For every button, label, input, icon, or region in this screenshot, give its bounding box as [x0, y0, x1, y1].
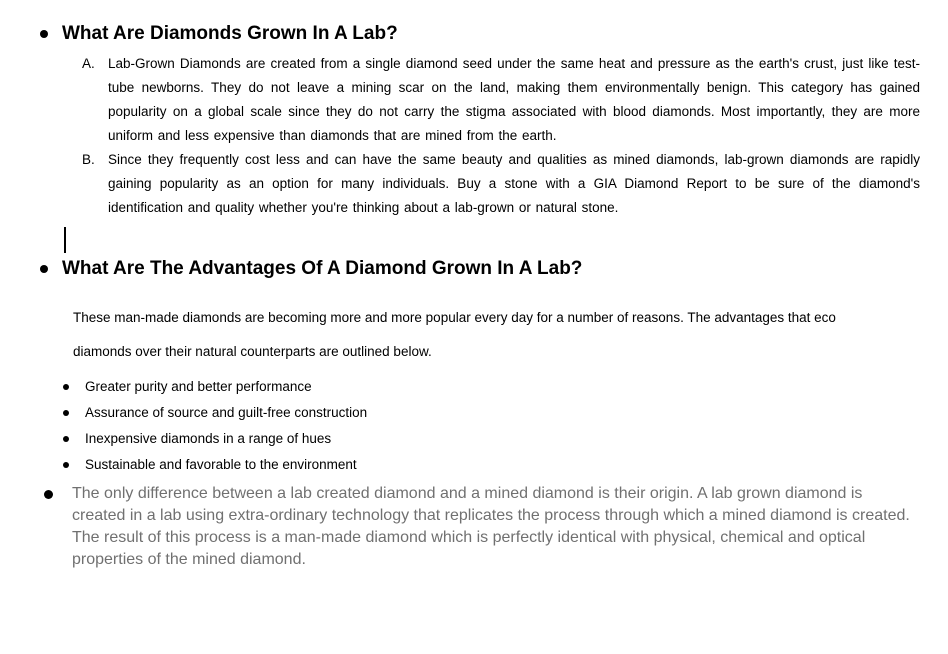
bullet-icon — [63, 384, 69, 390]
section-2-heading — [40, 256, 582, 282]
list-item[interactable] — [63, 426, 367, 452]
intro-line-2[interactable]: diamonds over their natural counterparts are outlined below. — [73, 344, 432, 359]
list-item-text[interactable]: Assurance of source and guilt-free construction — [85, 405, 368, 420]
section-2-heading-text[interactable]: What Are The Advantages Of A Diamond Grown In A Lab? — [62, 258, 583, 279]
bullet-icon — [63, 436, 69, 442]
bullet-icon — [63, 462, 69, 468]
lettered-list — [82, 52, 920, 220]
note-paragraph-text[interactable]: The only difference between a lab created diamond and a mined diamond is their origin. A lab grown diamond is created in a lab using extra-ordinary technology that replicates the process through which a mined diamond is created. The result of this process is a man-made diamond which is perfectly identical with physical, chemical and optical properties of the mined diamond. — [72, 485, 910, 568]
list-item[interactable] — [63, 452, 367, 478]
intro-paragraph[interactable] — [73, 301, 836, 369]
list-item[interactable] — [63, 374, 367, 400]
list-item-text[interactable]: Inexpensive diamonds in a range of hues — [85, 431, 332, 446]
list-item-a-text[interactable]: Lab-Grown Diamonds are created from a single diamond seed under the same heat and pressure as the earth's crust, just like test-tube newborns. They do not leave a mining scar on the land, making them environmentally benign. This category has gained popularity on a global scale since they do not carry the stigma associated with blood diamonds. Most importantly, they are more uniform and less expensive than diamonds that are mined from the earth. — [108, 56, 920, 143]
bullet-icon — [44, 490, 53, 499]
advantages-list — [63, 374, 367, 478]
list-item-a-label: A. — [82, 56, 95, 71]
section-1-heading — [40, 21, 398, 47]
list-item-b-text[interactable]: Since they frequently cost less and can have the same beauty and qualities as mined diamonds, lab-grown diamonds are rapidly gaining popularity as an option for many individuals. Buy a stone with a GIA Diamond Report to be sure of the diamond's identification and quality whether you're thinking about a lab-grown or natural stone. — [108, 152, 920, 215]
list-item-a[interactable] — [82, 52, 920, 148]
list-item-b[interactable] — [82, 148, 920, 220]
bullet-icon — [40, 30, 48, 38]
list-item-text[interactable]: Sustainable and favorable to the environment — [85, 457, 357, 472]
intro-line-1[interactable]: These man-made diamonds are becoming more and more popular every day for a number of reasons. The advantages that eco — [73, 310, 836, 325]
list-item-b-label: B. — [82, 152, 95, 167]
bullet-icon — [63, 410, 69, 416]
note-paragraph[interactable] — [44, 483, 924, 571]
bullet-icon — [40, 265, 48, 273]
list-item-text[interactable]: Greater purity and better performance — [85, 379, 312, 394]
list-item[interactable] — [63, 400, 367, 426]
section-1-heading-text[interactable]: What Are Diamonds Grown In A Lab? — [62, 23, 398, 44]
text-cursor — [64, 227, 66, 253]
